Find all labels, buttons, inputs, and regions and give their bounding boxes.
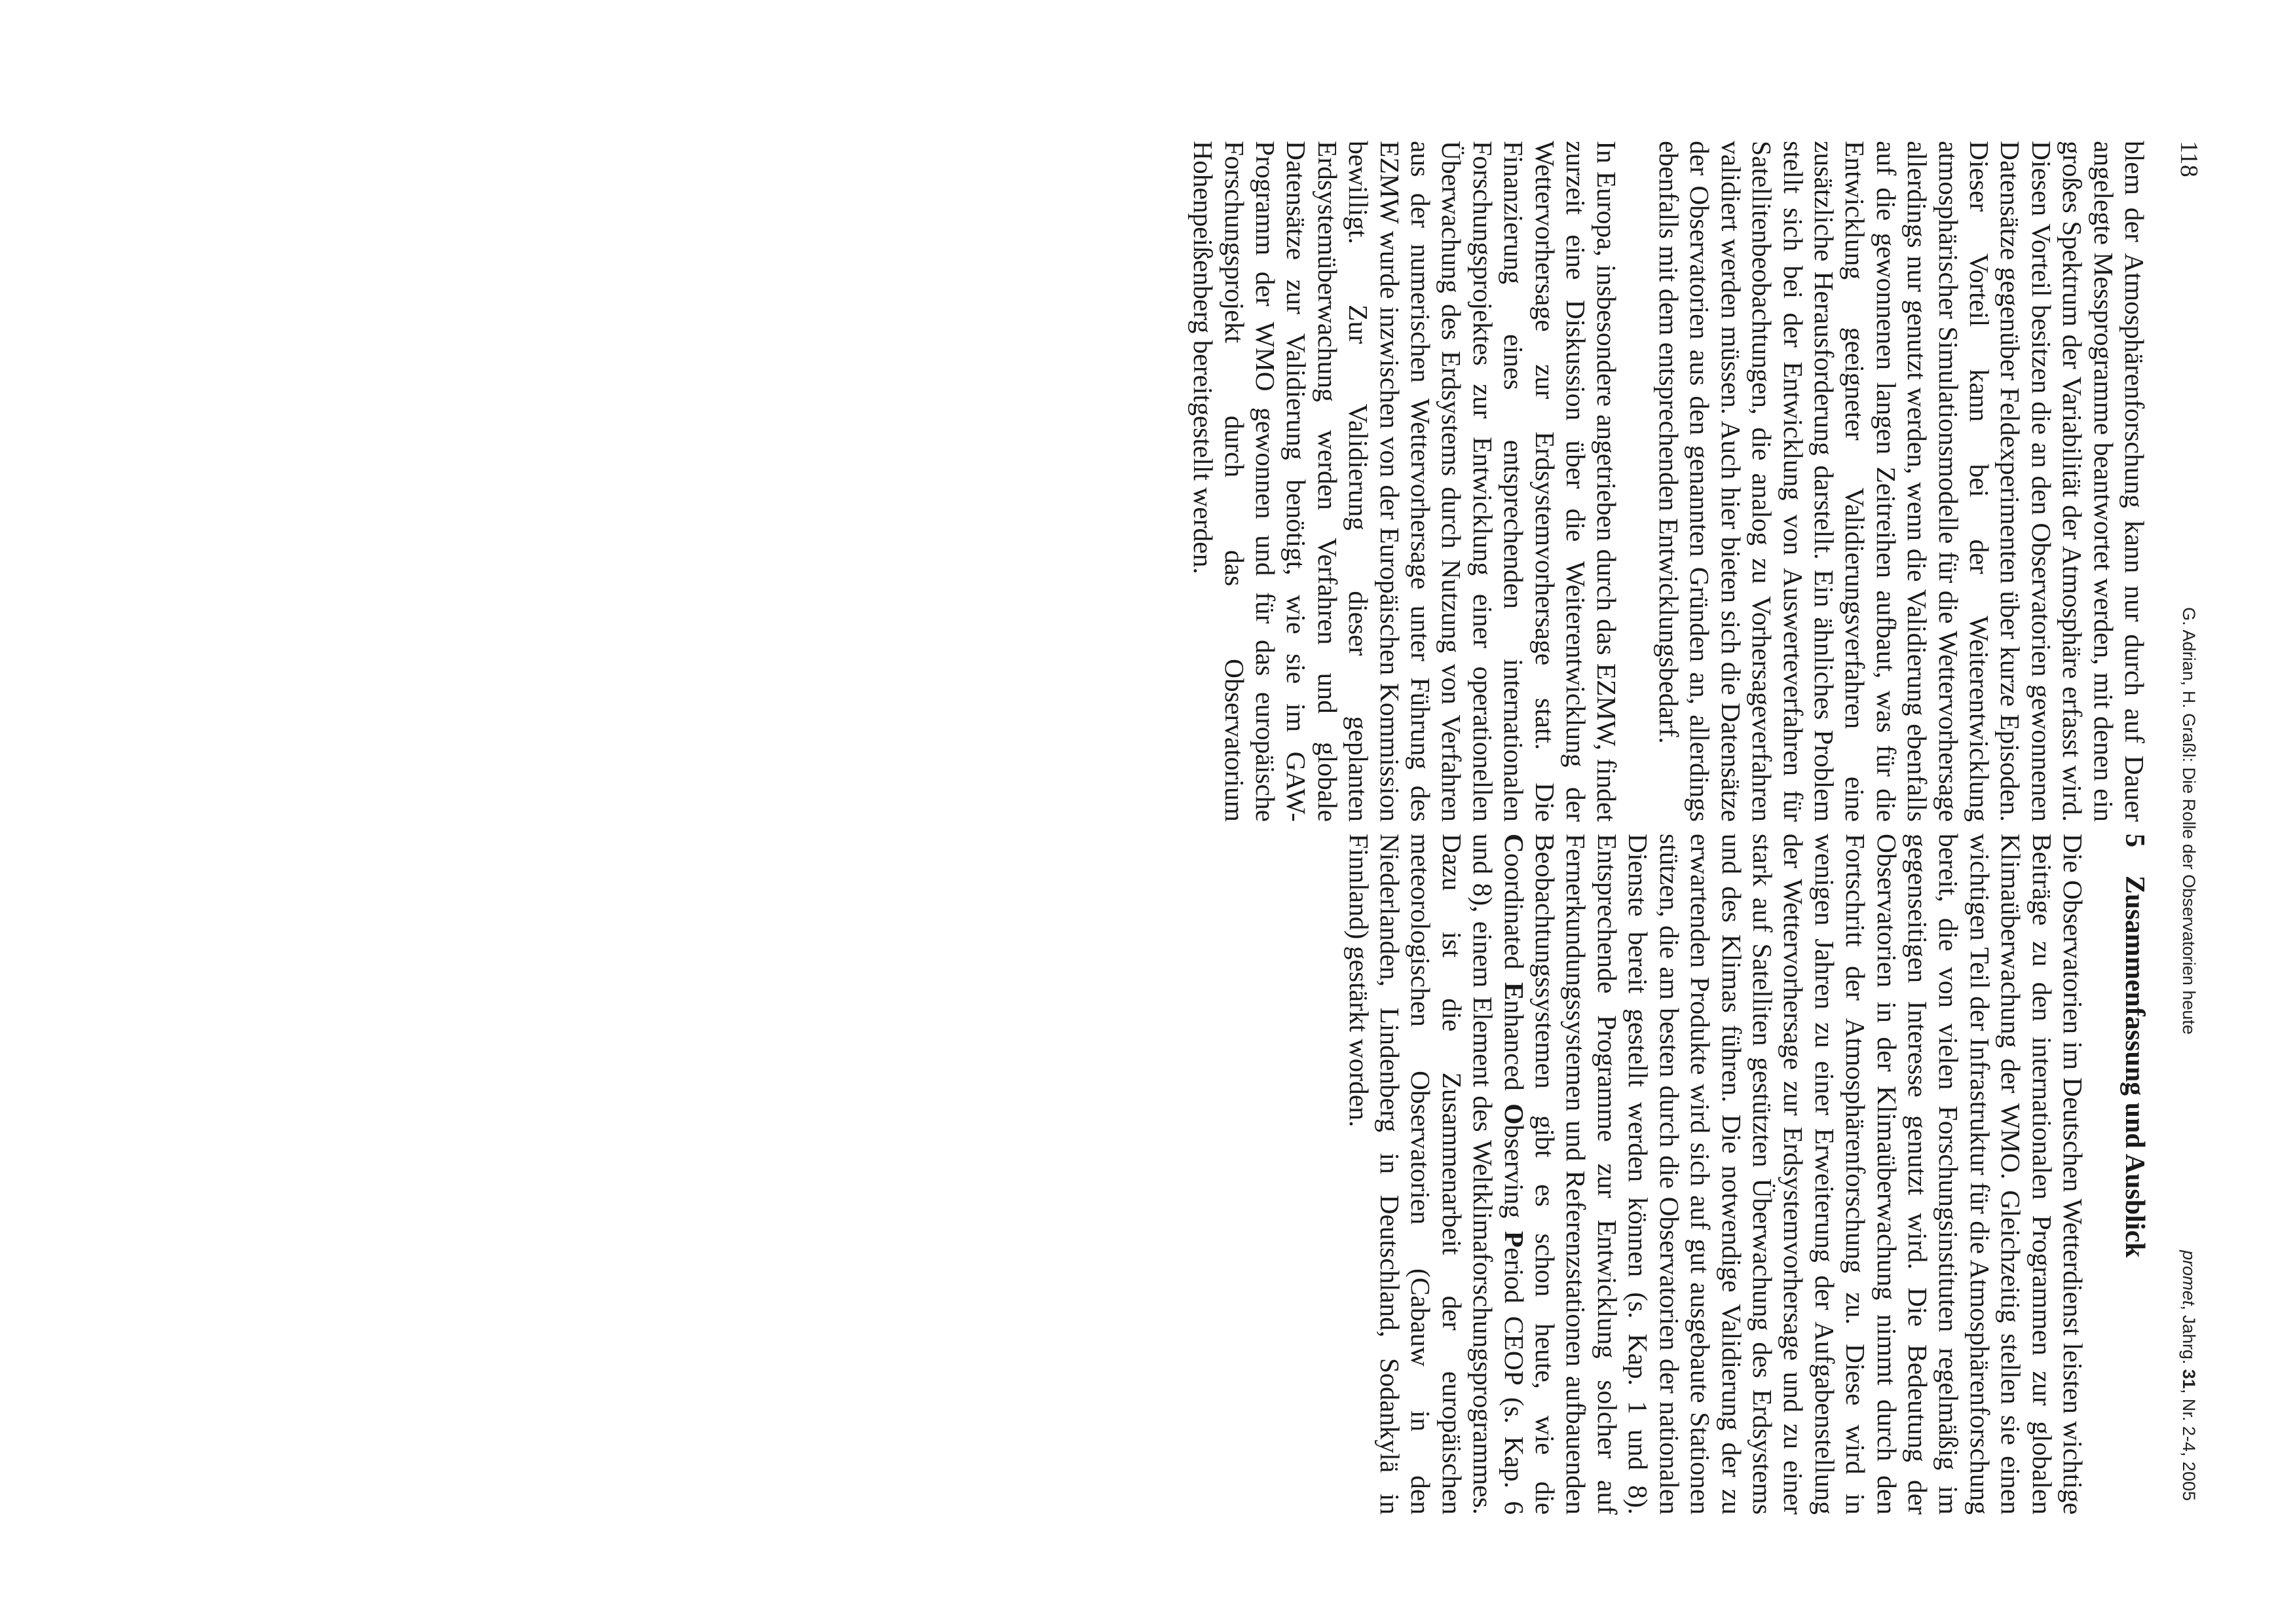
right-column (1343, 834, 2150, 1515)
ceop-initial-p: P (1499, 1230, 1529, 1248)
summary-text-tail: CEOP (s. Kap. 6 und 8), einem Element des Weltklimaforschungsprogrammes. Dazu ist die Zusammenarbeit der europäischen meteorologischen Observatorien (Cabauw in den Niederlanden, Lindenberg in Deutschland, Sodankylä in Finnland) gestärkt worden. (1343, 834, 1529, 1515)
journal-issue: , Nr. 2-4, 2005 (2179, 1388, 2199, 1501)
section-title: Zusammenfassung und Ausblick (2119, 876, 2150, 1258)
paragraph-atmospheric-research: blem der Atmosphärenforschung kann nur durch auf Dauer angelegte Messprogramme beantwortet werden, mit denen ein großes Spektrum der Variabilität der Atmosphäre erfasst wird. Diesen Vorteil besitzen die an den Observatorien gewonnenen Datensätze gegenüber Feldexperimenten über kurze Episoden. Dieser Vorteil kann bei der Weiterentwicklung atmosphärischer Simulationsmodelle für die Wettervorhersage allerdings nur genutzt werden, wenn die Validierung ebenfalls auf die gewonnenen langen Zeitreihen aufbaut, was für die Entwicklung geeigneter Validierungsverfahren eine zusätzliche Herausforderung darstellt. Ein ähnliches Problem stellt sich bei der Entwicklung von Auswerteverfahren für Satellitenbeobachtungen, die analog zu Vorhersageverfahren validiert werden müssen. Auch hier bieten sich die Datensätze der Observatorien aus den genannten Gründen an, allerdings ebenfalls mit dem entsprechenden Entwicklungsbedarf. (1653, 141, 2150, 822)
paragraph-summary (1343, 834, 2088, 1515)
section-number: 5 (2119, 834, 2150, 847)
left-column (1187, 141, 2150, 822)
section-heading (2119, 834, 2150, 1515)
journal-name: promet (2179, 1250, 2199, 1306)
ceop-word-enhanced: nhanced (1499, 1000, 1529, 1104)
ceop-initial-o: O (1499, 1103, 1529, 1125)
journal-volume: 31 (2179, 1369, 2199, 1389)
journal-reference (2172, 1250, 2206, 1501)
paragraph-europe-ezmw: In Europa, insbesondere angetrieben durch das EZMW, findet zurzeit eine Diskussion über die Weiterentwicklung der Wettervorhersage zur Erdsystemvorhersage statt. Die Finanzierung eines entsprechenden internationalen Forschungsprojektes zur Entwicklung einer operationellen Überwachung des Erdsystems durch Nutzung von Verfahren aus der numerischen Wettervorhersage unter Führung des EZMW wurde inzwischen von der Europäischen Kommission bewilligt. Zur Validierung dieser geplanten Erdsystemüberwachung werden Verfahren und globale Datensätze zur Validierung benötigt, wie sie im GAW-Programm der WMO gewonnen und für das europäische Forschungsprojekt durch das Observatorium Hohenpeißenberg bereitgestellt werden. (1188, 141, 1622, 822)
ceop-initial-e: E (1499, 982, 1529, 1001)
ceop-initial-c: C (1499, 834, 1529, 853)
running-title: G. Adrian, H. Graßl: Die Rolle der Observatorien heute (2179, 607, 2199, 1035)
ceop-word-period: eriod (1499, 1247, 1529, 1304)
journal-year: , Jahrg. (2179, 1305, 2199, 1369)
ceop-word-observing: bserving (1499, 1124, 1529, 1231)
summary-text: Die Observatorien im Deutschen Wetterdienst leisten wichtige Beiträge zu den internationalen Programmen zur globalen Klimaüberwachung der WMO. Gleichzeitig stellen sie einen wichtigen Teil der Infrastruktur für die Atmosphärenforschung bereit, die von vielen Forschungsinstituten regelmäßig im gegenseitigen Interesse genutzt wird. Die Bedeutung der Observatorien in der Klimaüberwachung nimmt durch den Fortschritt der Atmosphärenforschung zu. Diese wird in wenigen Jahren zu einer Erweiterung der Aufgabenstellung der Wettervorhersage zur Erdsystemvorhersage und zu einer stark auf Satelliten gestützten Überwachung des Erdsystems und des Klimas führen. Die notwendige Validierung der zu erwartenden Produkte wird sich auf gut ausgebaute Stationen stützen, die am besten durch die Observatorien der nationalen Dienste bereit gestellt werden können (s. Kap. 1 und 8). Entsprechende Programme zur Entwicklung solcher auf Fernerkundungssystemen und Referenzstationen aufbauenden Beobachtungssystemen gibt es schon heute, wie die (1530, 834, 2088, 1515)
ceop-word-coordinated: oordinated (1499, 853, 1529, 982)
page-header (2172, 141, 2206, 1501)
page-number: 118 (2175, 141, 2203, 177)
